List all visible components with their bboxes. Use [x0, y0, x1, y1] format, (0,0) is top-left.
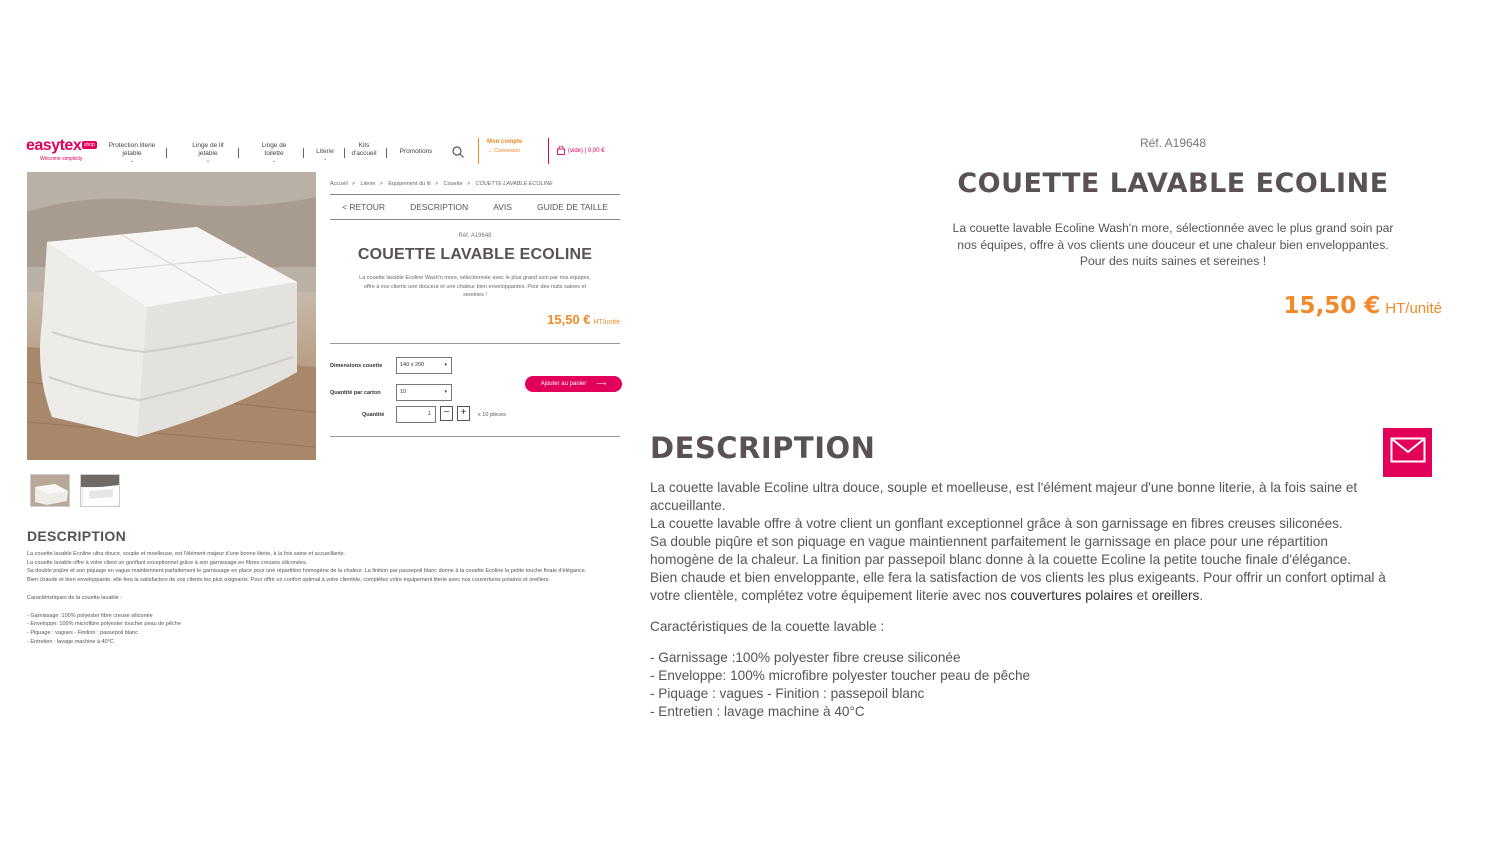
dimensions-row: Dimensions couette 140 x 200 ▾ [330, 356, 620, 378]
mail-icon [1390, 437, 1426, 468]
product-tabs [330, 194, 620, 220]
spec-item: - Garnissage :100% polyester fibre creuse siliconée [27, 612, 153, 619]
detail-product-intro: La couette lavable Ecoline Wash'n more, sélectionnée avec le plus grand soin par nos équipes, offre à vos clients une douceur et une chaleur bien enveloppantes. Pour des nuits saines et sereines ! [952, 221, 1394, 269]
nav-linge-de-lit[interactable]: Linge de lit jetable ⌄ [186, 142, 230, 164]
nav-separator [386, 148, 387, 158]
chevron-down-icon: ⌄ [322, 156, 328, 162]
quantity-row: Quantité 1 − + x 10 pièces [330, 405, 620, 427]
spec-item: - Enveloppe: 100% microfibre polyester toucher peau de pêche [27, 621, 181, 628]
specs-title: Caractéristiques de la couette lavable : [650, 619, 885, 634]
nav-kits-accueil[interactable]: Kits d'accueil [351, 142, 377, 157]
detail-description-body [650, 479, 1390, 721]
divider [330, 343, 620, 344]
chevron-down-icon: ⌄ [271, 158, 277, 164]
logo-word: easytex [26, 137, 82, 154]
quantity-input[interactable]: 1 [396, 406, 436, 423]
account-menu[interactable]: Mon compte → Connexion [478, 138, 540, 164]
nav-separator [166, 148, 167, 158]
breadcrumb-current: COUETTE LAVABLE ECOLINE [475, 181, 553, 187]
tab-avis[interactable]: AVIS [493, 202, 512, 212]
spec-item: - Entretien : lavage machine à 40°C [27, 638, 114, 645]
spec-item: - Enveloppe: 100% microfibre polyester toucher peau de pêche [650, 668, 1031, 683]
product-price: 15,50 € HT/unité [547, 311, 620, 327]
specs-title: Caractéristiques de la couette lavable : [27, 594, 122, 601]
breadcrumb: Accueil > Literie > Equipement du lit > Couette > COUETTE LAVABLE ECOLINE [330, 181, 553, 187]
tab-description[interactable]: DESCRIPTION [410, 202, 469, 212]
breadcrumb-item[interactable]: Couette [443, 181, 463, 187]
nav-separator [344, 148, 345, 158]
link-oreillers[interactable]: oreillers [1151, 588, 1200, 603]
search-icon[interactable] [452, 145, 464, 157]
tab-retour[interactable]: < RETOUR [342, 202, 386, 212]
description-text: La couette lavable offre à votre client un gonflant exceptionnel grâce à son garnissage en fibres creuses siliconées. [27, 559, 308, 566]
nav-separator [238, 148, 239, 158]
product-title: COUETTE LAVABLE ECOLINE [357, 246, 593, 263]
product-thumbnail-2[interactable] [80, 474, 120, 507]
chevron-down-icon: ⌄ [129, 158, 135, 164]
description-text: La couette lavable Ecoline ultra douce, souple et moelleuse, est l'élément majeur d'une bonne literie, à la fois saine et accueillante. [650, 480, 1358, 513]
product-thumbnail-1[interactable] [30, 474, 70, 507]
cart-button[interactable]: (vide) | 0,00 € [548, 138, 622, 164]
product-image[interactable] [27, 172, 316, 460]
mini-description [27, 528, 617, 646]
site-header [26, 134, 622, 170]
logo-tagline: Welcome simplicity [40, 156, 83, 162]
breadcrumb-item[interactable]: Equipement du lit [388, 181, 431, 187]
product-intro: La couette lavable Ecoline Wash'n more, sélectionnée avec le plus grand soin par nos équipes, offre à vos clients une douceur et une chaleur bien enveloppantes. Pour des nuits saines et sereines ! [359, 275, 591, 298]
site-logo[interactable] [26, 138, 100, 164]
cart-icon [557, 142, 565, 160]
detail-product-title: COUETTE LAVABLE ECOLINE [957, 168, 1389, 199]
breadcrumb-item[interactable]: Accueil [330, 181, 348, 187]
chevron-down-icon: ⌄ [205, 158, 211, 164]
mini-page-screenshot [26, 134, 622, 674]
description-heading: DESCRIPTION [27, 528, 126, 544]
detail-description-heading: DESCRIPTION [650, 431, 876, 465]
spec-item: - Piquage : vagues - Finition : passepoil blanc [650, 686, 925, 701]
product-ref: Réf. A19648 [458, 233, 492, 239]
nav-linge-de-toilette[interactable]: Linge de toilette ⌄ [254, 142, 294, 164]
dimensions-select[interactable]: 140 x 200 ▾ [396, 357, 452, 374]
link-couvertures-polaires[interactable]: couvertures polaires [1010, 588, 1133, 603]
quantity-minus-button[interactable]: − [440, 406, 453, 421]
description-text: Bien chaude et bien enveloppante, elle fera la satisfaction de vos clients les plus exigeants. Pour offrir un confort optimal à votre clientèle, complétez votre équipement literie avec nos couvertures polaires et oreillers. [650, 570, 1386, 603]
spec-item: - Entretien : lavage machine à 40°C [650, 704, 865, 719]
add-to-cart-button[interactable]: Ajouter au panier ⟶ [525, 376, 622, 392]
breadcrumb-item[interactable]: Literie [360, 181, 376, 187]
nav-literie[interactable]: Literie ⌄ [310, 148, 340, 162]
description-text: Bien chaude et bien enveloppante, elle fera la satisfaction de vos clients les plus exigeants. Pour offrir un confort optimal à votre clientèle, complétez votre équipement literie avec nos couvertures polaires et oreillers. [27, 577, 550, 584]
divider [330, 436, 620, 437]
chevron-down-icon: ▾ [444, 361, 447, 368]
detail-product-price: 15,50 € HT/unité [1283, 293, 1442, 319]
contact-mail-button[interactable] [1383, 428, 1432, 477]
description-text: Sa double piqûre et son piquage en vague maintiennent parfaitement le garnissage en place pour une répartition homogène de la chaleur. La finition par passepoil blanc donne à la couette Ecoline la petite touche finale d'élégance. [27, 568, 587, 575]
nav-promotions[interactable]: Promotions [399, 148, 433, 155]
arrow-right-icon: ⟶ [596, 381, 607, 388]
nav-protection-literie[interactable]: Protection literie jetable ⌄ [104, 142, 160, 164]
carton-select[interactable]: 10 ▾ [396, 384, 452, 401]
mini-product-panel [330, 178, 620, 437]
description-text: La couette lavable offre à votre client un gonflant exceptionnel grâce à son garnissage en fibres creuses siliconées. [650, 516, 1343, 531]
detail-product-ref: Réf. A19648 [1139, 136, 1207, 150]
carton-row: Quantité par carton 10 ▾ [330, 383, 620, 405]
chevron-down-icon: ▾ [444, 388, 447, 395]
spec-item: - Piquage : vagues - Finition : passepoil blanc [27, 629, 138, 636]
quantity-plus-button[interactable]: + [457, 406, 470, 421]
description-text: La couette lavable Ecoline ultra douce, souple et moelleuse, est l'élément majeur d'une bonne literie, à la fois saine et accueillante. [27, 551, 346, 557]
spec-item: - Garnissage :100% polyester fibre creuse siliconée [650, 650, 961, 665]
tab-guide-de-taille[interactable]: GUIDE DE TAILLE [536, 202, 608, 212]
quantity-note: x 10 pièces [478, 411, 506, 418]
description-text: Sa double piqûre et son piquage en vague maintiennent parfaitement le garnissage en place pour une répartition homogène de la chaleur. La finition par passepoil blanc donne à la couette Ecoline la petite touche finale d'élégance. [650, 534, 1351, 567]
login-link[interactable]: → Connexion [487, 148, 521, 154]
logo-badge: shop [84, 142, 95, 148]
nav-separator [303, 148, 304, 158]
